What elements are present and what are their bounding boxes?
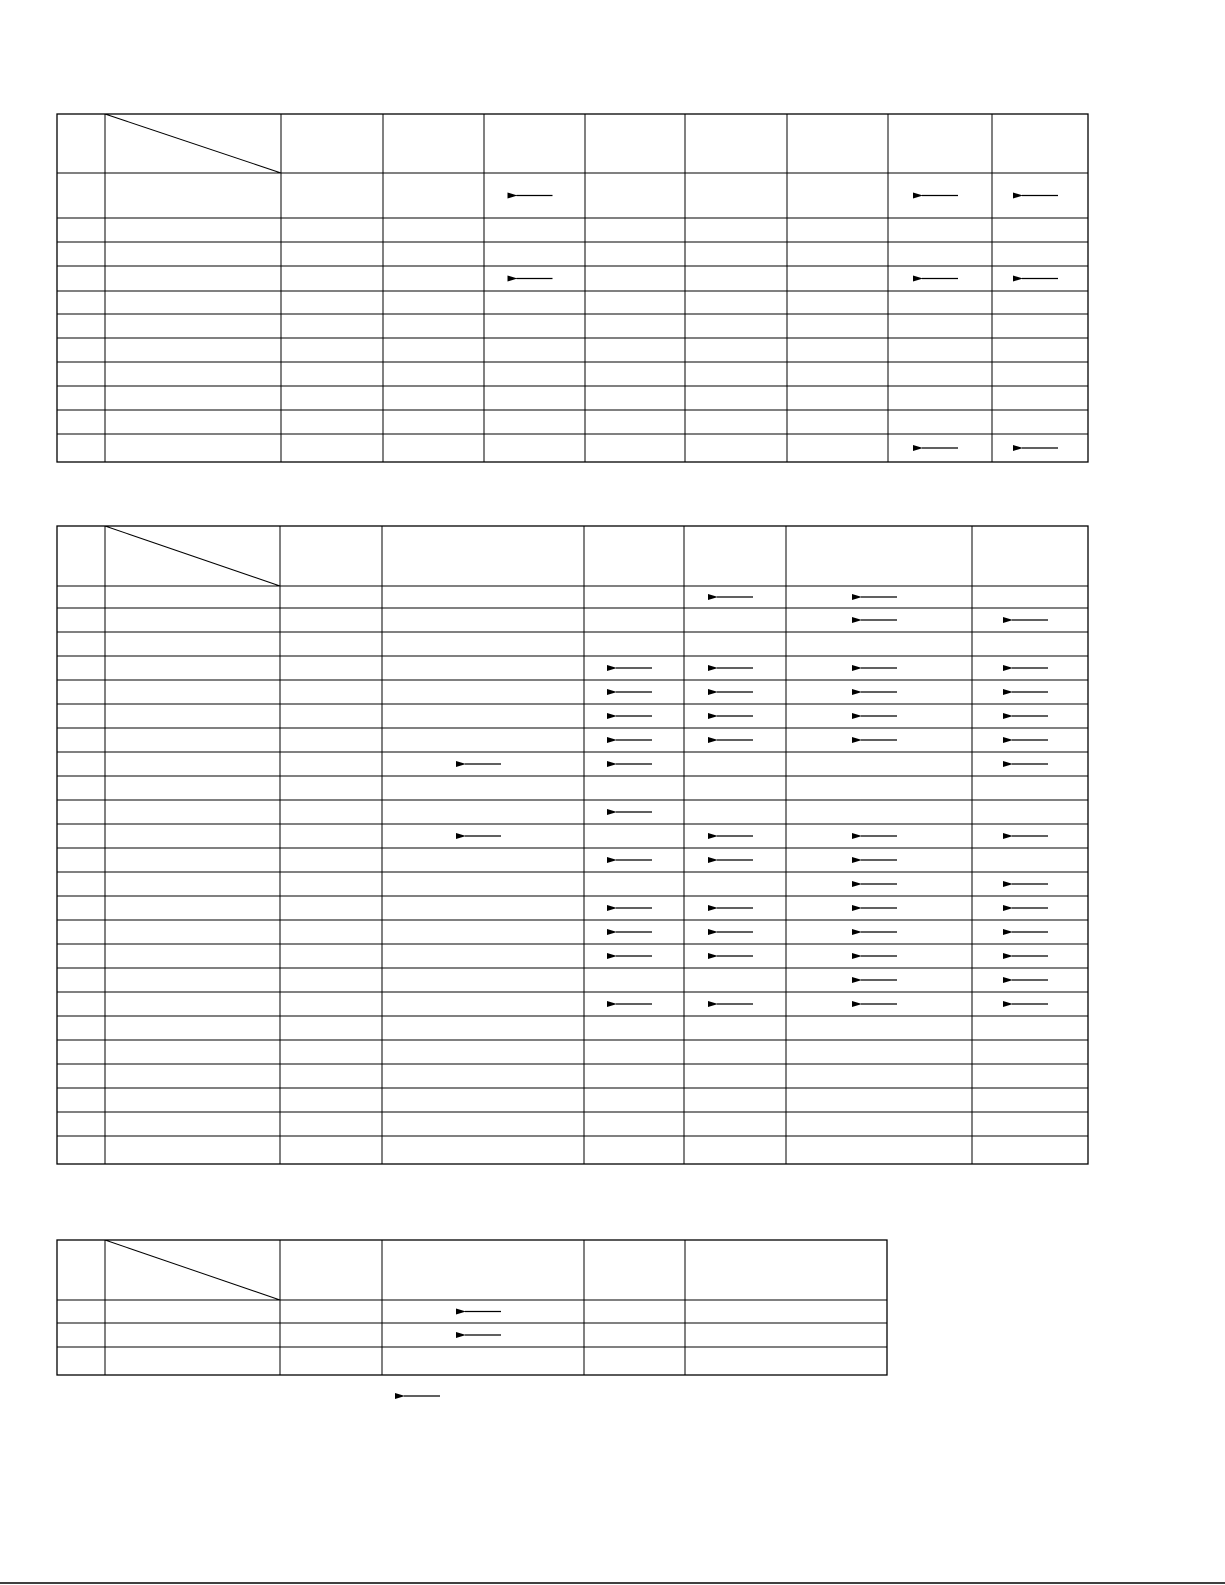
table-3 (57, 1240, 887, 1375)
table-2 (57, 526, 1088, 1164)
header-diagonal (105, 526, 280, 586)
header-diagonal (105, 1240, 280, 1300)
table2-frame (57, 526, 1088, 1164)
table-1 (57, 114, 1088, 462)
table3-frame (57, 1240, 887, 1375)
header-diagonal (105, 114, 281, 173)
